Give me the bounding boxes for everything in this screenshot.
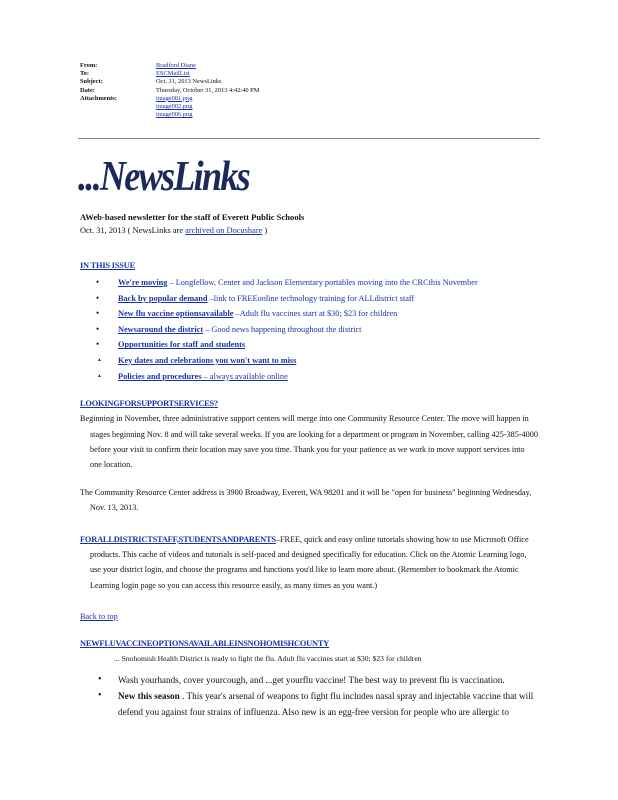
- from-link[interactable]: Bradford Diane: [156, 62, 196, 69]
- issue-text: –Adult flu vaccines start at $30; $23 for children: [233, 309, 398, 319]
- subject-label: Subject:: [80, 78, 103, 86]
- subject-value: Oct. 31, 2013 NewsLinks: [156, 78, 222, 86]
- flu-subtext: ... Snohomish Health District is ready to fight the flu. Adult flu vaccines start at $30; $23 for children: [114, 654, 422, 664]
- flu-heading: NEWFLUVACCINEOPTIONSAVAILABLEINSNOHOMISHCOUNTY: [80, 639, 330, 649]
- issue-link[interactable]: Key dates and celebrations you won't want to miss: [118, 355, 297, 365]
- training-text: –FREE, quick and easy online tutorials showing how to use Microsoft Office products. This cache of videos and tutorials is self-paced and designed specifically for education. Click on the Atomic Learning logo, use your district login, and choose the programs and functions you'd like to learn more about. (Remember to bookmark the Atomic Learning login page so you can access this resource easily, as many times as you want.): [90, 534, 529, 590]
- issue-item[interactable]: [118, 353, 538, 369]
- flu-bullet-bold: New this season: [118, 691, 180, 702]
- flu-bullet: • Wash yourhands, cover yourcough, and ...get yourflu vaccine! The best way to prevent flu is vaccination.: [118, 672, 538, 688]
- training-paragraph: [80, 532, 538, 594]
- issue-link[interactable]: Opportunities for staff and students: [118, 340, 246, 350]
- issue-item[interactable]: [118, 275, 538, 291]
- to-link[interactable]: ESCMailList: [156, 70, 190, 78]
- flu-bullet-list: [80, 672, 538, 720]
- support-paragraph-1: Beginning in November, three administrative support centers will merge into one Community Resource Center. The move will happen in stages beginning Nov. 8 and will take several weeks. If you are looking for a department or program in November, calling 425-385-4000 before your visit to confirm their location may save you time. Thank you for your patience as we work to move support services into one location.: [80, 414, 538, 470]
- back-to-top-link[interactable]: Back to top: [80, 612, 118, 622]
- attachment-link[interactable]: image001.png: [156, 94, 193, 102]
- date-line-suffix: ): [262, 226, 268, 235]
- issue-item[interactable]: [118, 291, 538, 307]
- email-header: [80, 62, 259, 119]
- to-label: To:: [80, 70, 89, 78]
- date-label: Date:: [80, 86, 95, 94]
- date-line-text: Oct. 31, 2013 ( NewsLinks are: [80, 226, 186, 235]
- issue-link[interactable]: New flu vaccine optionsavailable: [118, 309, 234, 319]
- training-heading: FORALLDISTRICTSTAFF,STUDENTSANDPARENTS: [80, 534, 276, 544]
- archive-link[interactable]: archived on Docushare: [185, 226, 263, 235]
- header-divider: [78, 138, 540, 139]
- attachment-link[interactable]: image006.png: [156, 111, 193, 119]
- newsletter-masthead: ...NewsLinks: [78, 154, 250, 200]
- flu-bullet: [118, 688, 538, 720]
- issue-date-line: [80, 226, 267, 235]
- issue-item[interactable]: [118, 322, 538, 338]
- issue-link[interactable]: We're moving: [118, 278, 168, 287]
- issue-text[interactable]: – always available online: [201, 371, 288, 381]
- newsletter-tagline: AWeb-based newsletter for the staff of Everett Public Schools: [80, 212, 305, 222]
- attachments-list: [156, 95, 259, 120]
- newsletter-body: [80, 258, 538, 720]
- issue-link[interactable]: Policies and procedures: [118, 371, 202, 381]
- issue-item[interactable]: [118, 306, 538, 322]
- in-this-issue-heading: IN THIS ISSUE: [80, 261, 135, 270]
- attachments-label: Attachments:: [80, 94, 117, 102]
- issue-text: – Good news happening throughout the district: [203, 324, 362, 334]
- from-label: From:: [80, 62, 98, 69]
- issue-item[interactable]: [118, 337, 538, 353]
- date-value: Thursday, October 31, 2013 4:42:40 PM: [156, 86, 260, 94]
- support-paragraph-2: The Community Resource Center address is 3900 Broadway, Everett, WA 98201 and it will be "open for business" beginning Wednesday, Nov. 13, 2013.: [80, 487, 532, 513]
- flu-bullet-text: . This year's arsenal of weapons to fight flu includes nasal spray and injectable vaccine that will defend you against four strains of influenza. Also new is an egg-free version for people who are allergic to: [118, 691, 534, 718]
- issue-text: –link to FREEonline technology training for ALLdistrict staff: [207, 293, 415, 303]
- attachment-link[interactable]: image002.png: [156, 103, 193, 111]
- support-heading: LOOKINGFORSUPPORTSERVICES?: [80, 399, 219, 409]
- issue-item[interactable]: [118, 369, 538, 385]
- issue-link[interactable]: Newsaround the district: [118, 324, 204, 334]
- issue-text: – Longfellow, Center and Jackson Elementary portables moving into the CRCthis November: [167, 278, 478, 287]
- issue-link[interactable]: Back by popular demand: [118, 293, 208, 303]
- issue-list: [80, 275, 538, 384]
